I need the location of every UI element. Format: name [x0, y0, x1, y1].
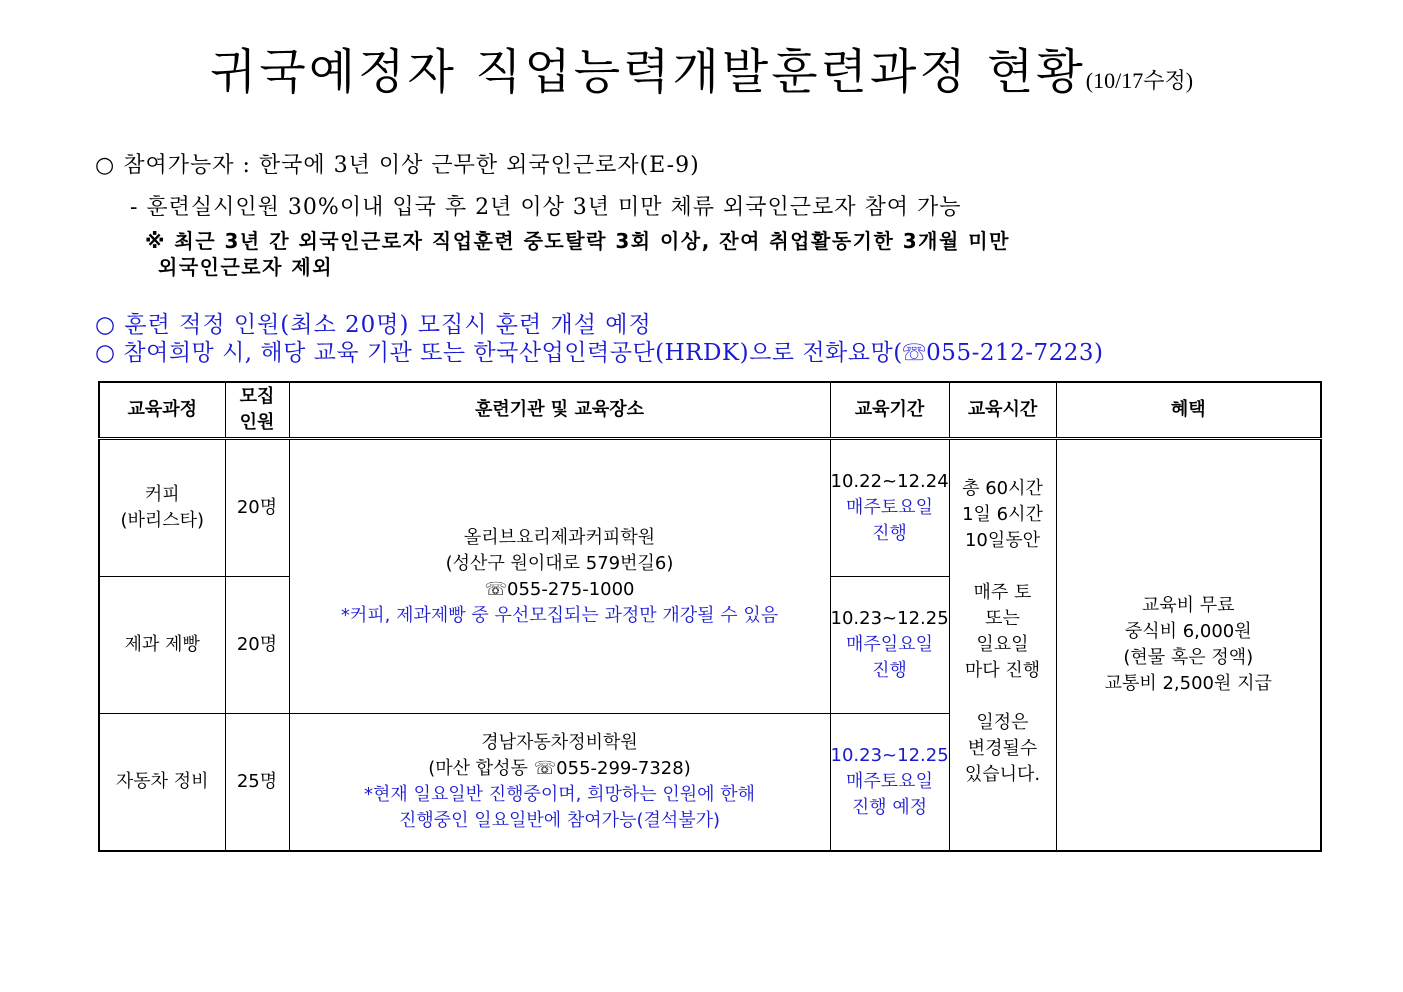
eligibility-subnote: - 훈련실시인원 30%이내 입국 후 2년 이상 3년 미만 체류 외국인근로자 참여 가능: [130, 195, 962, 220]
period-day: 매주토요일: [846, 497, 933, 518]
benefit-transport: 교통비 2,500원 지급: [1104, 673, 1272, 694]
period-day: 매주일요일: [846, 634, 933, 655]
benefit-tuition: 교육비 무료: [1141, 595, 1235, 616]
opening-condition-note: ○ 훈련 적정 인원(최소 20명) 모집시 훈련 개설 예정: [95, 312, 652, 338]
table-row: [99, 439, 1321, 577]
period-day: 매주토요일: [846, 771, 933, 792]
course-name: 커피: [144, 484, 180, 505]
course-cell: 자동차 정비: [99, 714, 225, 852]
hours-schedule-line4: 마다 진행: [964, 660, 1041, 681]
hours-schedule-line1: 매주 토: [973, 582, 1032, 603]
institution-name: 올리브요리제과커피학원: [463, 526, 656, 548]
institution-address: (마산 합성동 ☏055-299-7328): [428, 758, 691, 779]
hours-change-line3: 있습니다.: [964, 764, 1041, 785]
hours-daily: 1일 6시간: [962, 504, 1043, 525]
contact-note: ○ 참여희망 시, 해당 교육 기관 또는 한국산업인력공단(HRDK)으로 전화요망(☏055-212-7223): [95, 340, 1104, 366]
header-benefit: 혜택: [1056, 382, 1321, 439]
period-dates: 10.22~12.24: [830, 471, 949, 492]
hours-change-line2: 변경될수: [967, 738, 1038, 759]
hours-change-line1: 일정은: [976, 712, 1029, 733]
hours-schedule-line3: 일요일: [976, 634, 1029, 655]
institution-cell: [289, 439, 830, 714]
institution-note: *커피, 제과제빵 중 우선모집되는 과정만 개강될 수 있음: [340, 604, 779, 626]
header-institution: 훈련기관 및 교육장소: [289, 382, 830, 439]
institution-address: (성산구 원이대로 579번길6): [445, 552, 674, 574]
hours-total: 총 60시간: [962, 478, 1043, 499]
institution-name: 경남자동차정비학원: [481, 732, 638, 753]
period-dates: 10.23~12.25: [830, 745, 949, 766]
header-capacity-line1: 모집: [239, 386, 275, 407]
course-table: [98, 381, 1322, 852]
title-main: 귀국예정자 직업능력개발훈련과정 현황: [209, 44, 1086, 100]
capacity-cell: 25명: [225, 714, 289, 852]
institution-note-line2: 진행중인 일요일반에 참여가능(결석불가): [398, 810, 721, 831]
header-course: 교육과정: [99, 382, 225, 439]
period-status: 진행 예정: [851, 797, 928, 818]
title-revision: (10/17수정): [1085, 68, 1194, 93]
hours-schedule-line2: 또는: [985, 608, 1020, 629]
eligibility-note: ○ 참여가능자 : 한국에 3년 이상 근무한 외국인근로자(E-9): [95, 153, 700, 178]
header-capacity: [225, 382, 289, 439]
course-cell: [99, 439, 225, 577]
hours-cell: [949, 439, 1056, 852]
exclusion-note-line2: 외국인근로자 제외: [158, 255, 334, 279]
period-status: 진행: [872, 660, 907, 681]
institution-cell: [289, 714, 830, 852]
period-cell: [830, 577, 949, 714]
period-status: 진행: [872, 523, 907, 544]
capacity-cell: 20명: [225, 439, 289, 577]
benefit-cell: [1056, 439, 1321, 852]
benefit-meal: 중식비 6,000원: [1124, 621, 1252, 642]
header-period: 교육기간: [830, 382, 949, 439]
capacity-cell: 20명: [225, 577, 289, 714]
table-header-row: [99, 382, 1321, 439]
benefit-meal-type: (현물 혹은 정액): [1123, 647, 1254, 668]
page-title: [0, 38, 1403, 115]
period-cell: [830, 439, 949, 577]
course-name-detail: (바리스타): [120, 510, 205, 531]
hours-days: 10일동안: [964, 530, 1041, 551]
course-cell: 제과 제빵: [99, 577, 225, 714]
header-capacity-line2: 인원: [239, 412, 275, 433]
institution-phone: ☏055-275-1000: [484, 578, 635, 600]
header-hours: 교육시간: [949, 382, 1056, 439]
institution-note-line1: *현재 일요일반 진행중이며, 희망하는 인원에 한해: [363, 784, 756, 805]
exclusion-note-line1: ※ 최근 3년 간 외국인근로자 직업훈련 중도탈락 3회 이상, 잔여 취업활동기한 3개월 미만: [145, 229, 1010, 253]
period-cell: [830, 714, 949, 852]
period-dates: 10.23~12.25: [830, 608, 949, 629]
